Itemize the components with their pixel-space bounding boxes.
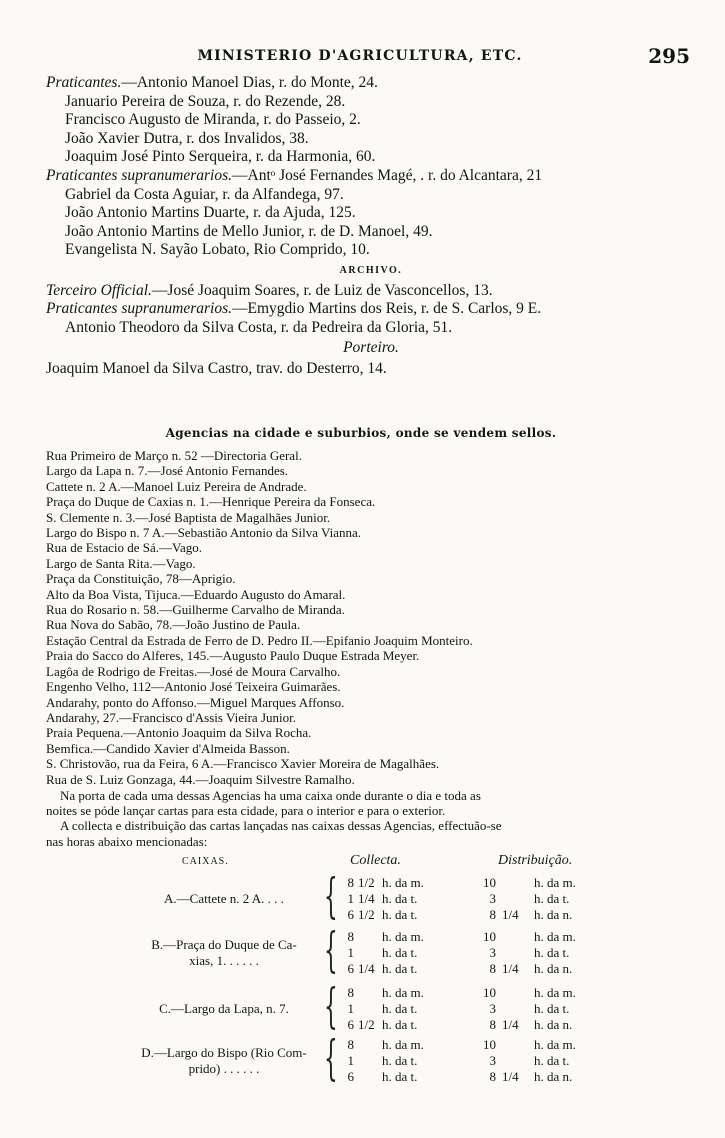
list-item: Estação Central da Estrada de Ferro de D. Pedro II.—Epifanio Joaquim Monteiro. <box>46 632 473 648</box>
table-cell: 6 <box>347 961 354 976</box>
caixa-name-line: C.—Largo da Lapa, n. 7. <box>159 1001 289 1016</box>
list-item: Rua de S. Luiz Gonzaga, 44.—Joaquim Silvestre Ramalho. <box>46 771 355 787</box>
list-item: Francisco Augusto de Miranda, r. do Passeio, 2. <box>65 111 361 129</box>
supranumerarios-archivo-entry <box>46 300 696 319</box>
table-cell: 8 <box>489 907 496 922</box>
caixa-name-line: D.—Largo do Bispo (Rio Com- <box>141 1045 307 1060</box>
table-cell: h. da m. <box>382 929 424 944</box>
list-item: Rua de Estacio de Sá.—Vago. <box>46 540 202 556</box>
list-item: Largo de Santa Rita.—Vago. <box>46 555 196 571</box>
table-cell: h. da t. <box>382 907 418 922</box>
list-item: Largo da Lapa n. 7.—José Antonio Fernandes. <box>46 463 289 479</box>
table-cell: 3 <box>489 891 496 906</box>
paragraph-line: A collecta e distribuição das cartas lançadas nas caixas dessas Agencias, effectuão-se <box>60 818 502 834</box>
table-cell: 1/4 <box>358 961 375 976</box>
table-cell: 1/2 <box>358 1017 375 1032</box>
entry-text: —José Joaquim Soares, r. de Luiz de Vasconcellos, 13. <box>151 281 493 299</box>
table-cell: 10 <box>483 1037 496 1052</box>
table-cell: 3 <box>489 945 496 960</box>
porteiro-name: Joaquim Manoel da Silva Castro, trav. do Desterro, 14. <box>46 359 387 377</box>
caixa-name-line: xias, 1. . . . . . <box>189 953 259 968</box>
table-cell: h. da m. <box>534 985 576 1000</box>
list-item: Praia Pequena.—Antonio Joaquim da Silva Rocha. <box>46 725 312 741</box>
list-item: Cattete n. 2 A.—Manoel Luiz Pereira de Andrade. <box>46 478 307 494</box>
list-item: Joaquim José Pinto Serqueira, r. da Harmonia, 60. <box>65 148 376 166</box>
table-cell: 1 <box>347 891 354 906</box>
list-item: Evangelista N. Sayão Lobato, Rio Comprido, 10. <box>65 241 370 259</box>
table-cell: 8 <box>347 929 354 944</box>
table-cell: 8 <box>489 961 496 976</box>
table-cell: 1/4 <box>502 1069 519 1084</box>
table-cell: 6 <box>347 907 354 922</box>
list-item: Januario Pereira de Souza, r. do Rezende, 28. <box>65 92 346 110</box>
table-cell: h. da m. <box>382 1037 424 1052</box>
table-cell: h. da t. <box>382 891 418 906</box>
list-item: Alto da Boa Vista, Tijuca.—Eduardo Augusto do Amaral. <box>46 586 346 602</box>
list-item: Bemfica.—Candido Xavier d'Almeida Basson. <box>46 740 290 756</box>
table-cell: h. da t. <box>382 1001 418 1016</box>
table-cell: 10 <box>483 985 496 1000</box>
agencias-heading: Agencias na cidade e suburbios, onde se vendem sellos. <box>165 426 557 440</box>
praticantes-entry <box>46 74 696 93</box>
section-label: Praticantes supranumerarios. <box>46 166 232 184</box>
caixa-name-line: prido) . . . . . . <box>188 1061 260 1076</box>
list-item: Lagôa de Rodrigo de Freitas.—José de Moura Carvalho. <box>46 663 341 679</box>
page-number: 295 <box>648 44 690 68</box>
table-cell: h. da m. <box>534 1037 576 1052</box>
table-cell: 8 <box>489 1017 496 1032</box>
schedule-group <box>46 1030 686 1087</box>
list-item: Rua do Rosario n. 58.—Guilherme Carvalho de Miranda. <box>46 602 345 618</box>
table-cell: h. da m. <box>382 875 424 890</box>
list-item: João Antonio Martins Duarte, r. da Ajuda, 125. <box>65 204 356 222</box>
list-item: Andarahy, 27.—Francisco d'Assis Vieira Junior. <box>46 709 296 725</box>
staff-list <box>46 74 696 379</box>
brace-mark: { <box>324 868 338 924</box>
list-item: S. Clemente n. 3.—José Baptista de Magalhães Junior. <box>46 509 331 525</box>
archivo-heading: ARCHIVO. <box>339 264 403 276</box>
table-cell: 1/2 <box>358 907 375 922</box>
table-cell: h. da t. <box>534 1053 570 1068</box>
supranumerarios-entry <box>46 167 696 186</box>
table-cell: 8 <box>489 1069 496 1084</box>
brace-mark: { <box>324 922 338 978</box>
table-cell: 1 <box>347 1001 354 1016</box>
table-cell: 1 <box>347 1053 354 1068</box>
caixa-name <box>116 891 332 907</box>
caixa-name <box>116 937 332 969</box>
running-title: MINISTERIO D'AGRICULTURA, ETC. <box>197 48 523 64</box>
list-item: João Xavier Dutra, r. dos Invalidos, 38. <box>65 129 309 147</box>
list-item: Gabriel da Costa Aguiar, r. da Alfandega, 97. <box>65 185 344 203</box>
table-cell: h. da n. <box>534 1017 573 1032</box>
column-header-collecta: Collecta. <box>350 853 401 868</box>
entry-text: —Emygdio Martins dos Reis, r. de S. Carlos, 9 E. <box>232 300 542 318</box>
entry-text: —Antᵒ José Fernandes Magé, . r. do Alcantara, 21 <box>232 166 543 184</box>
section-label: Terceiro Official. <box>46 281 152 299</box>
schedule-group <box>46 978 686 1035</box>
porteiro-heading: Porteiro. <box>343 339 399 357</box>
table-cell: h. da n. <box>534 1069 573 1084</box>
table-cell: h. da m. <box>534 929 576 944</box>
column-header-distribuicao: Distribuição. <box>498 853 573 868</box>
paragraph-line: Na porta de cada uma dessas Agencias ha uma caixa onde durante o dia e toda as <box>60 788 481 803</box>
list-item: João Antonio Martins de Mello Junior, r. de D. Manoel, 49. <box>65 222 433 240</box>
list-item: Praça da Constituição, 78—Aprigio. <box>46 571 236 587</box>
table-cell: 8 <box>347 985 354 1000</box>
schedule-group <box>46 922 686 979</box>
list-item: Praça do Duque de Caxias n. 1.—Henrique Pereira da Fonseca. <box>46 494 376 510</box>
list-item: Largo do Bispo n. 7 A.—Sebastião Antonio da Silva Vianna. <box>46 525 362 541</box>
table-cell: 3 <box>489 1053 496 1068</box>
table-cell: h. da m. <box>382 985 424 1000</box>
table-cell: h. da t. <box>382 1053 418 1068</box>
collection-paragraph <box>46 788 676 849</box>
table-cell: h. da t. <box>534 1001 570 1016</box>
caixa-name <box>116 1001 332 1017</box>
table-cell: 3 <box>489 1001 496 1016</box>
table-cell: h. da n. <box>534 907 573 922</box>
entry-text: —Antonio Manoel Dias, r. do Monte, 24. <box>121 74 378 91</box>
section-label: Praticantes supranumerarios. <box>46 300 232 318</box>
list-item: Rua Nova do Sabão, 78.—João Justino de Paula. <box>46 617 301 633</box>
agencias-list <box>46 448 686 787</box>
column-header-caixas: CAIXAS. <box>182 856 229 867</box>
table-cell: h. da t. <box>382 945 418 960</box>
section-label: Praticantes. <box>46 74 122 91</box>
table-cell: 1 <box>347 945 354 960</box>
table-cell: 10 <box>483 929 496 944</box>
table-cell: h. da m. <box>534 875 576 890</box>
list-item: S. Christovão, rua da Feira, 6 A.—Francisco Xavier Moreira de Magalhães. <box>46 756 440 772</box>
list-item: Rua Primeiro de Março n. 52 —Directoria Geral. <box>46 448 302 463</box>
table-cell: h. da t. <box>534 891 570 906</box>
list-item: Praia do Sacco do Alferes, 145.—Augusto Paulo Duque Estrada Meyer. <box>46 648 420 664</box>
table-cell: 1/4 <box>358 891 375 906</box>
table-cell: 1/2 <box>358 875 375 890</box>
brace-mark: { <box>324 978 338 1034</box>
brace-mark: { <box>324 1030 338 1086</box>
table-cell: 1/4 <box>502 1017 519 1032</box>
table-cell: 1/4 <box>502 907 519 922</box>
terceiro-official-entry <box>46 282 696 301</box>
table-cell: 8 <box>347 875 354 890</box>
schedule-group <box>46 868 686 925</box>
table-cell: h. da t. <box>382 1069 418 1084</box>
table-cell: 1/4 <box>502 961 519 976</box>
table-cell: h. da t. <box>382 961 418 976</box>
caixa-name-line: B.—Praça do Duque de Ca- <box>151 937 297 952</box>
list-item: Engenho Velho, 112—Antonio José Teixeira Guimarães. <box>46 679 341 695</box>
table-cell: h. da t. <box>382 1017 418 1032</box>
table-cell: 6 <box>347 1017 354 1032</box>
caixa-name-line: A.—Cattete n. 2 A. . . . <box>164 891 284 906</box>
table-cell: h. da t. <box>534 945 570 960</box>
table-cell: 6 <box>347 1069 354 1084</box>
schedule-table <box>46 853 686 1086</box>
caixa-name <box>116 1045 332 1077</box>
page-header <box>30 44 690 68</box>
paragraph-line: noites se póde lançar cartas para esta cidade, para o interior e para o exterior. <box>46 803 446 819</box>
list-item: Antonio Theodoro da Silva Costa, r. da Pedreira da Gloria, 51. <box>65 318 453 336</box>
table-cell: 10 <box>483 875 496 890</box>
paragraph-line: nas horas abaixo mencionadas: <box>46 833 208 849</box>
table-cell: h. da n. <box>534 961 573 976</box>
table-cell: 8 <box>347 1037 354 1052</box>
list-item: Andarahy, ponto do Affonso.—Miguel Marques Affonso. <box>46 694 345 710</box>
